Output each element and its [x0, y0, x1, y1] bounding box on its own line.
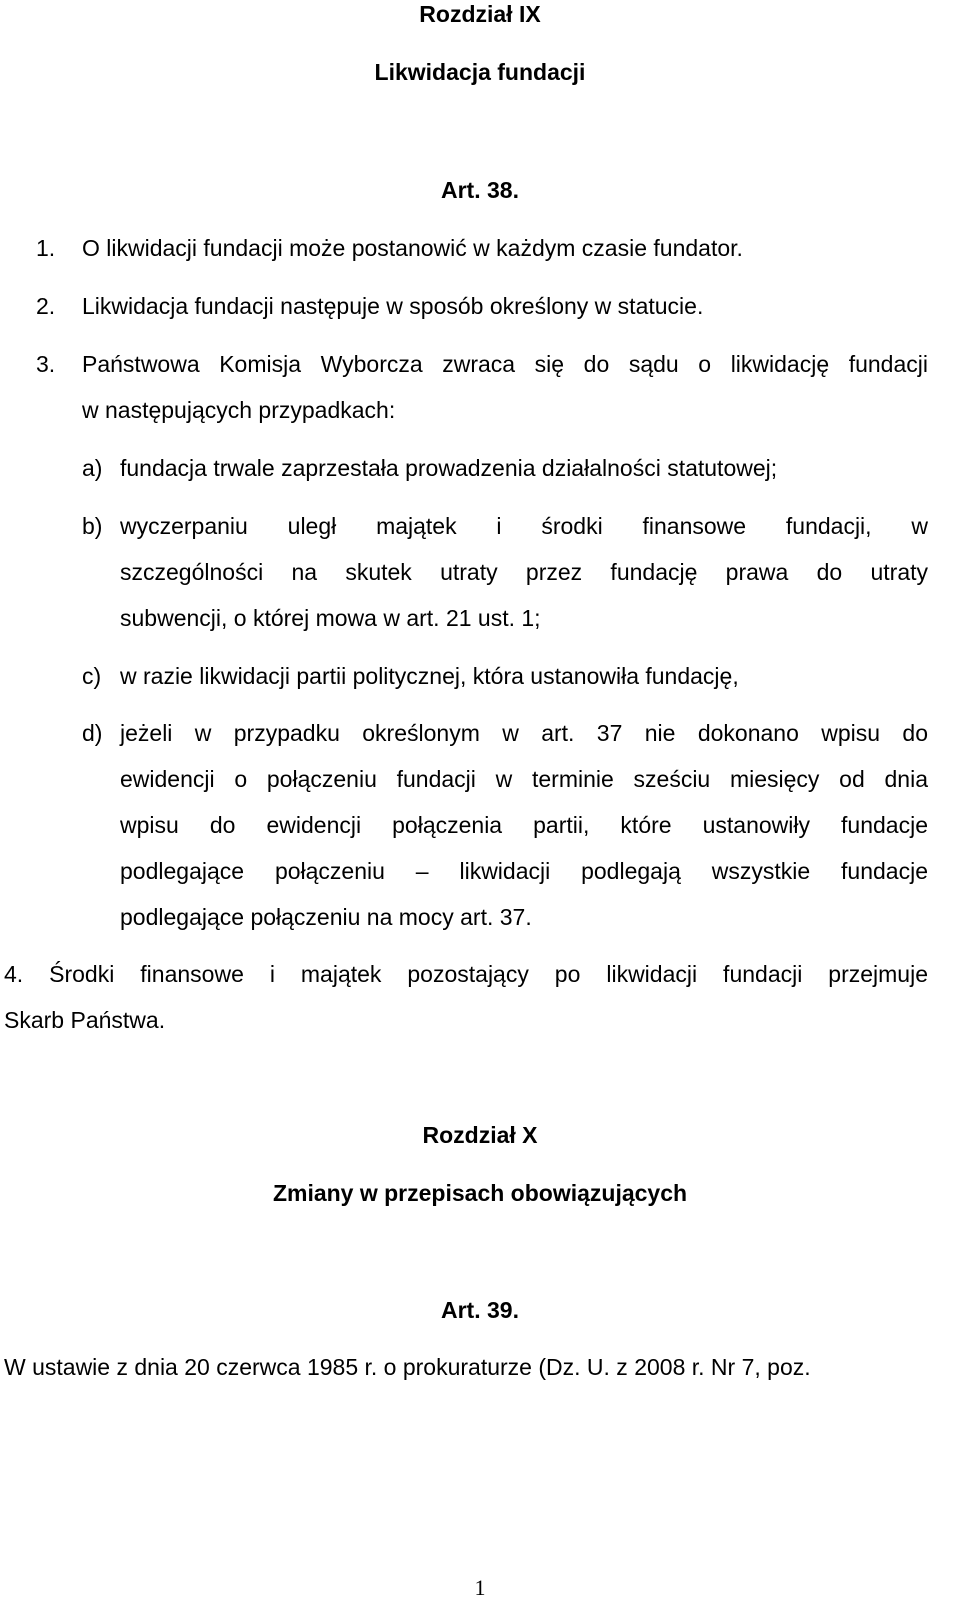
chapter-title: Rozdział X: [422, 1122, 538, 1148]
list-item-line: podlegające połączeniu na mocy art. 37.: [120, 904, 532, 930]
list-item-line: jeżeli w przypadku określonym w art. 37 nie dokonano wpisu do: [120, 720, 928, 746]
paragraph-number: 2.: [36, 293, 56, 319]
list-label: a): [82, 455, 103, 481]
chapter-subtitle: Likwidacja fundacji: [374, 59, 586, 85]
list-label: c): [82, 663, 102, 689]
article-heading: Art. 38.: [441, 177, 519, 203]
paragraph-number: 3.: [36, 351, 56, 377]
list-item-line: wpisu do ewidencji połączenia partii, które ustanowiły fundacje: [120, 812, 928, 838]
page-number: 1: [474, 1575, 486, 1600]
paragraph-text-line: 4. Środki finansowe i majątek pozostający po likwidacji fundacji przejmuje: [4, 961, 928, 987]
paragraph-text-line: w następujących przypadkach:: [82, 397, 396, 423]
paragraph-text: Likwidacja fundacji następuje w sposób określony w statucie.: [82, 293, 704, 319]
list-item-text: w razie likwidacji partii politycznej, która ustanowiła fundację,: [120, 663, 739, 689]
paragraph-number: 1.: [36, 235, 56, 261]
paragraph-text: W ustawie z dnia 20 czerwca 1985 r. o prokuraturze (Dz. U. z 2008 r. Nr 7, poz.: [4, 1354, 811, 1380]
list-item-text: fundacja trwale zaprzestała prowadzenia działalności statutowej;: [120, 455, 778, 481]
paragraph-text-line: Skarb Państwa.: [4, 1007, 166, 1033]
list-label: b): [82, 513, 103, 539]
chapter-subtitle: Zmiany w przepisach obowiązujących: [272, 1180, 688, 1206]
chapter-title: Rozdział IX: [419, 1, 541, 27]
list-item-line: subwencji, o której mowa w art. 21 ust. 1;: [120, 605, 541, 631]
list-item-line: podlegające połączeniu – likwidacji podlegają wszystkie fundacje: [120, 858, 928, 884]
paragraph-text-line: Państwowa Komisja Wyborcza zwraca się do sądu o likwidację fundacji: [82, 351, 928, 377]
list-item-line: wyczerpaniu uległ majątek i środki finansowe fundacji, w: [120, 513, 928, 539]
list-item-line: szczególności na skutek utraty przez fundację prawa do utraty: [120, 559, 928, 585]
paragraph-text: O likwidacji fundacji może postanowić w każdym czasie fundator.: [82, 235, 743, 261]
list-item-line: ewidencji o połączeniu fundacji w terminie sześciu miesięcy od dnia: [120, 766, 928, 792]
article-heading: Art. 39.: [441, 1297, 519, 1323]
list-label: d): [82, 720, 103, 746]
